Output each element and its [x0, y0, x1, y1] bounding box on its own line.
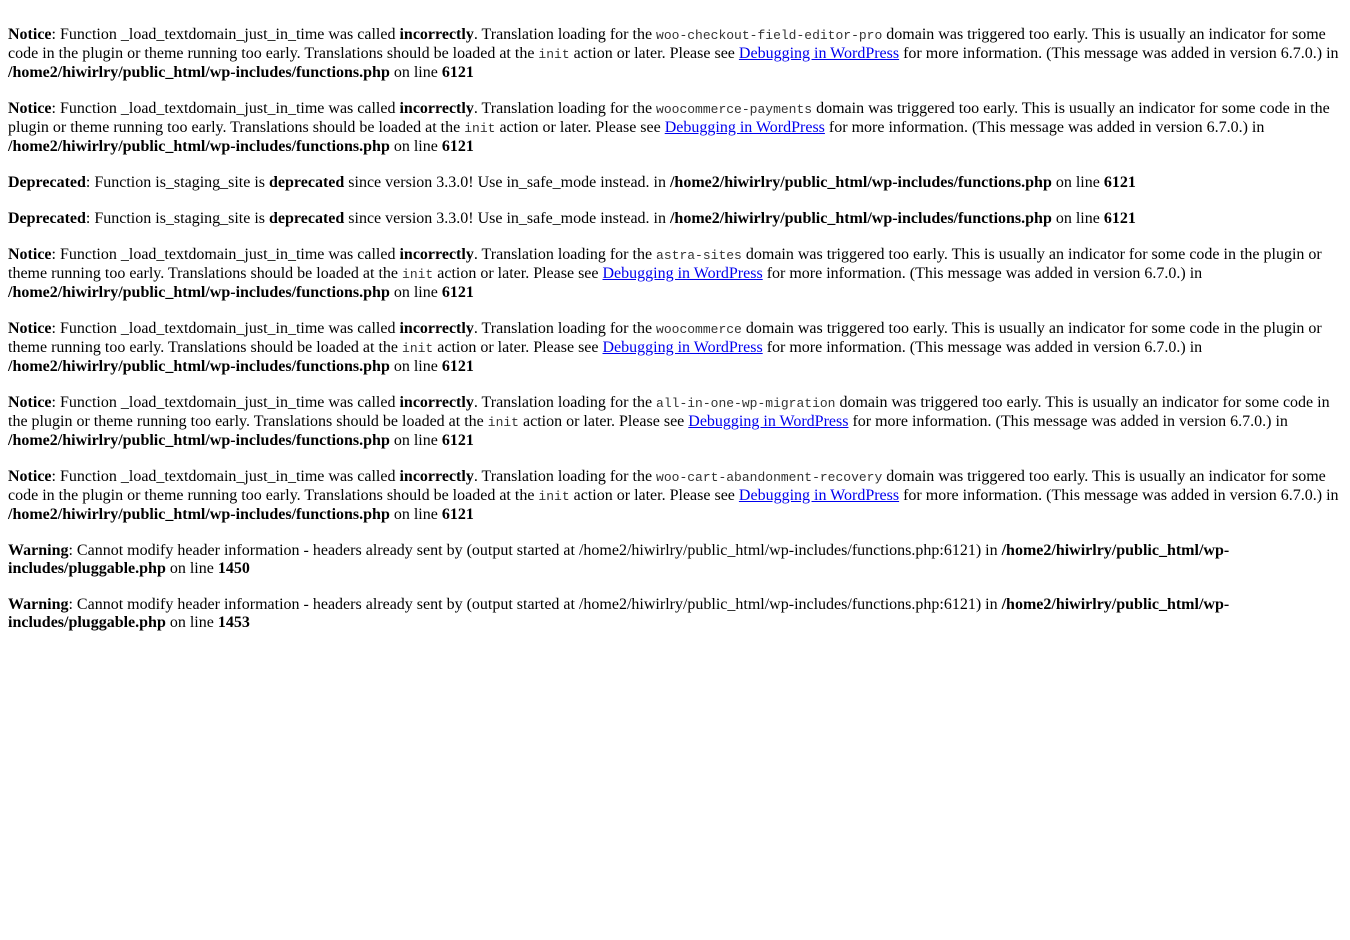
line-number: 6121 [441, 432, 474, 449]
file-path: /home2/hiwirlry/public_html/wp-includes/pluggable.php [8, 542, 1230, 577]
notice-message [8, 394, 1342, 450]
line-number: 1453 [217, 614, 250, 631]
file-path: /home2/hiwirlry/public_html/wp-includes/functions.php [8, 64, 390, 81]
text-domain: woocommerce-payments [656, 102, 813, 117]
message-text: for more information. (This message was added in version 6.7.0.) in [848, 413, 1288, 430]
message-text: domain was triggered too early. This is usually an indicator for some code in the plugin or theme running too early. Translations should be loaded at the [8, 468, 1326, 504]
message-text: : Cannot modify header information - headers already sent by (output started at /home2/hiwirlry/public_html/wp-includes/functions.php:6121) in [68, 596, 1002, 613]
message-text: on line [389, 432, 442, 449]
init-hook: init [464, 121, 496, 136]
message-text: for more information. (This message was added in version 6.7.0.) in [899, 45, 1339, 62]
warning-message [8, 542, 1342, 578]
line-number: 6121 [1103, 210, 1136, 227]
init-hook: init [487, 415, 519, 430]
message-text: on line [1051, 174, 1104, 191]
text-domain: all-in-one-wp-migration [656, 396, 836, 411]
message-text: . Translation loading for the [473, 246, 657, 263]
message-text: for more information. (This message was added in version 6.7.0.) in [762, 265, 1203, 282]
message-text: for more information. (This message was added in version 6.7.0.) in [824, 119, 1265, 136]
init-hook: init [538, 489, 570, 504]
file-path: /home2/hiwirlry/public_html/wp-includes/functions.php [8, 432, 390, 449]
deprecated-message [8, 210, 1342, 228]
message-text: action or later. Please see [433, 265, 603, 282]
message-level: Notice [8, 246, 52, 263]
debugging-link[interactable]: Debugging in WordPress [602, 339, 763, 356]
file-path: /home2/hiwirlry/public_html/wp-includes/functions.php [8, 284, 390, 301]
init-hook: init [538, 47, 570, 62]
message-text: on line [389, 284, 442, 301]
message-level: Warning [8, 542, 69, 559]
message-level: Notice [8, 468, 52, 485]
message-text: . Translation loading for the [473, 100, 657, 117]
message-level: Deprecated [8, 174, 86, 191]
message-text: : Function _load_textdomain_just_in_time was called [51, 320, 400, 337]
message-emphasis: incorrectly [399, 246, 474, 263]
file-path: /home2/hiwirlry/public_html/wp-includes/functions.php [8, 358, 390, 375]
message-text: for more information. (This message was added in version 6.7.0.) in [762, 339, 1203, 356]
message-level: Notice [8, 394, 52, 411]
text-domain: astra-sites [656, 248, 742, 263]
line-number: 6121 [441, 138, 474, 155]
message-text: : Function _load_textdomain_just_in_time was called [51, 26, 400, 43]
message-level: Deprecated [8, 210, 86, 227]
line-number: 1450 [217, 560, 250, 577]
notice-message [8, 320, 1342, 376]
message-text: : Function is_staging_site is [85, 174, 270, 191]
file-path: /home2/hiwirlry/public_html/wp-includes/functions.php [669, 210, 1052, 227]
message-level: Notice [8, 100, 52, 117]
message-text: on line [165, 560, 218, 577]
debugging-link[interactable]: Debugging in WordPress [738, 45, 900, 62]
message-text: on line [165, 614, 218, 631]
message-text: action or later. Please see [433, 339, 603, 356]
notice-message [8, 468, 1342, 524]
message-text: domain was triggered too early. This is usually an indicator for some code in the plugin or theme running too early. Translations should be loaded at the [8, 100, 1330, 136]
message-text: : Function _load_textdomain_just_in_time was called [51, 468, 400, 485]
message-text: action or later. Please see [569, 45, 739, 62]
message-level: Notice [8, 26, 52, 43]
message-text: since version 3.3.0! Use in_safe_mode instead. in [344, 210, 670, 227]
warning-message [8, 596, 1342, 632]
message-emphasis: deprecated [269, 210, 345, 227]
message-text: . Translation loading for the [473, 468, 657, 485]
message-emphasis: deprecated [269, 174, 345, 191]
debugging-link[interactable]: Debugging in WordPress [738, 487, 900, 504]
message-text: . Translation loading for the [473, 320, 657, 337]
notice-message [8, 100, 1342, 156]
message-level: Warning [8, 596, 69, 613]
message-text: action or later. Please see [495, 119, 665, 136]
message-level: Notice [8, 320, 52, 337]
message-emphasis: incorrectly [399, 320, 474, 337]
message-text: : Cannot modify header information - headers already sent by (output started at /home2/hiwirlry/public_html/wp-includes/functions.php:6121) in [68, 542, 1002, 559]
deprecated-message [8, 174, 1342, 192]
message-text: : Function is_staging_site is [85, 210, 270, 227]
debugging-link[interactable]: Debugging in WordPress [664, 119, 825, 136]
message-text: domain was triggered too early. This is usually an indicator for some code in the plugin or theme running too early. Translations should be loaded at the [8, 394, 1330, 430]
message-text: . Translation loading for the [473, 394, 657, 411]
line-number: 6121 [441, 284, 474, 301]
file-path: /home2/hiwirlry/public_html/wp-includes/functions.php [8, 506, 390, 523]
notice-message [8, 246, 1342, 302]
message-text: domain was triggered too early. This is usually an indicator for some code in the plugin or theme running too early. Translations should be loaded at the [8, 26, 1326, 62]
message-text: action or later. Please see [569, 487, 739, 504]
line-number: 6121 [441, 64, 474, 81]
line-number: 6121 [441, 506, 474, 523]
message-emphasis: incorrectly [399, 468, 474, 485]
message-text: since version 3.3.0! Use in_safe_mode instead. in [344, 174, 670, 191]
message-text: on line [1051, 210, 1104, 227]
file-path: /home2/hiwirlry/public_html/wp-includes/functions.php [8, 138, 390, 155]
message-text: : Function _load_textdomain_just_in_time was called [51, 100, 400, 117]
line-number: 6121 [1103, 174, 1136, 191]
message-text: domain was triggered too early. This is usually an indicator for some code in the plugin or theme running too early. Translations should be loaded at the [8, 246, 1322, 282]
text-domain: woo-checkout-field-editor-pro [656, 28, 883, 43]
message-text: : Function _load_textdomain_just_in_time was called [51, 246, 400, 263]
init-hook: init [402, 341, 434, 356]
message-emphasis: incorrectly [399, 100, 474, 117]
message-text: on line [389, 138, 442, 155]
message-text: on line [389, 506, 442, 523]
message-emphasis: incorrectly [399, 26, 474, 43]
message-text: domain was triggered too early. This is usually an indicator for some code in the plugin or theme running too early. Translations should be loaded at the [8, 320, 1322, 356]
message-text: on line [389, 358, 442, 375]
file-path: /home2/hiwirlry/public_html/wp-includes/pluggable.php [8, 596, 1230, 631]
file-path: /home2/hiwirlry/public_html/wp-includes/functions.php [669, 174, 1052, 191]
debugging-link[interactable]: Debugging in WordPress [602, 265, 763, 282]
message-text: . Translation loading for the [473, 26, 657, 43]
notice-message [8, 26, 1342, 82]
message-text: on line [389, 64, 442, 81]
text-domain: woocommerce [656, 322, 742, 337]
message-text: : Function _load_textdomain_just_in_time was called [51, 394, 400, 411]
text-domain: woo-cart-abandonment-recovery [656, 470, 883, 485]
message-text: action or later. Please see [519, 413, 689, 430]
message-emphasis: incorrectly [399, 394, 474, 411]
init-hook: init [402, 267, 434, 282]
line-number: 6121 [441, 358, 474, 375]
message-text: for more information. (This message was added in version 6.7.0.) in [899, 487, 1339, 504]
debugging-link[interactable]: Debugging in WordPress [688, 413, 849, 430]
